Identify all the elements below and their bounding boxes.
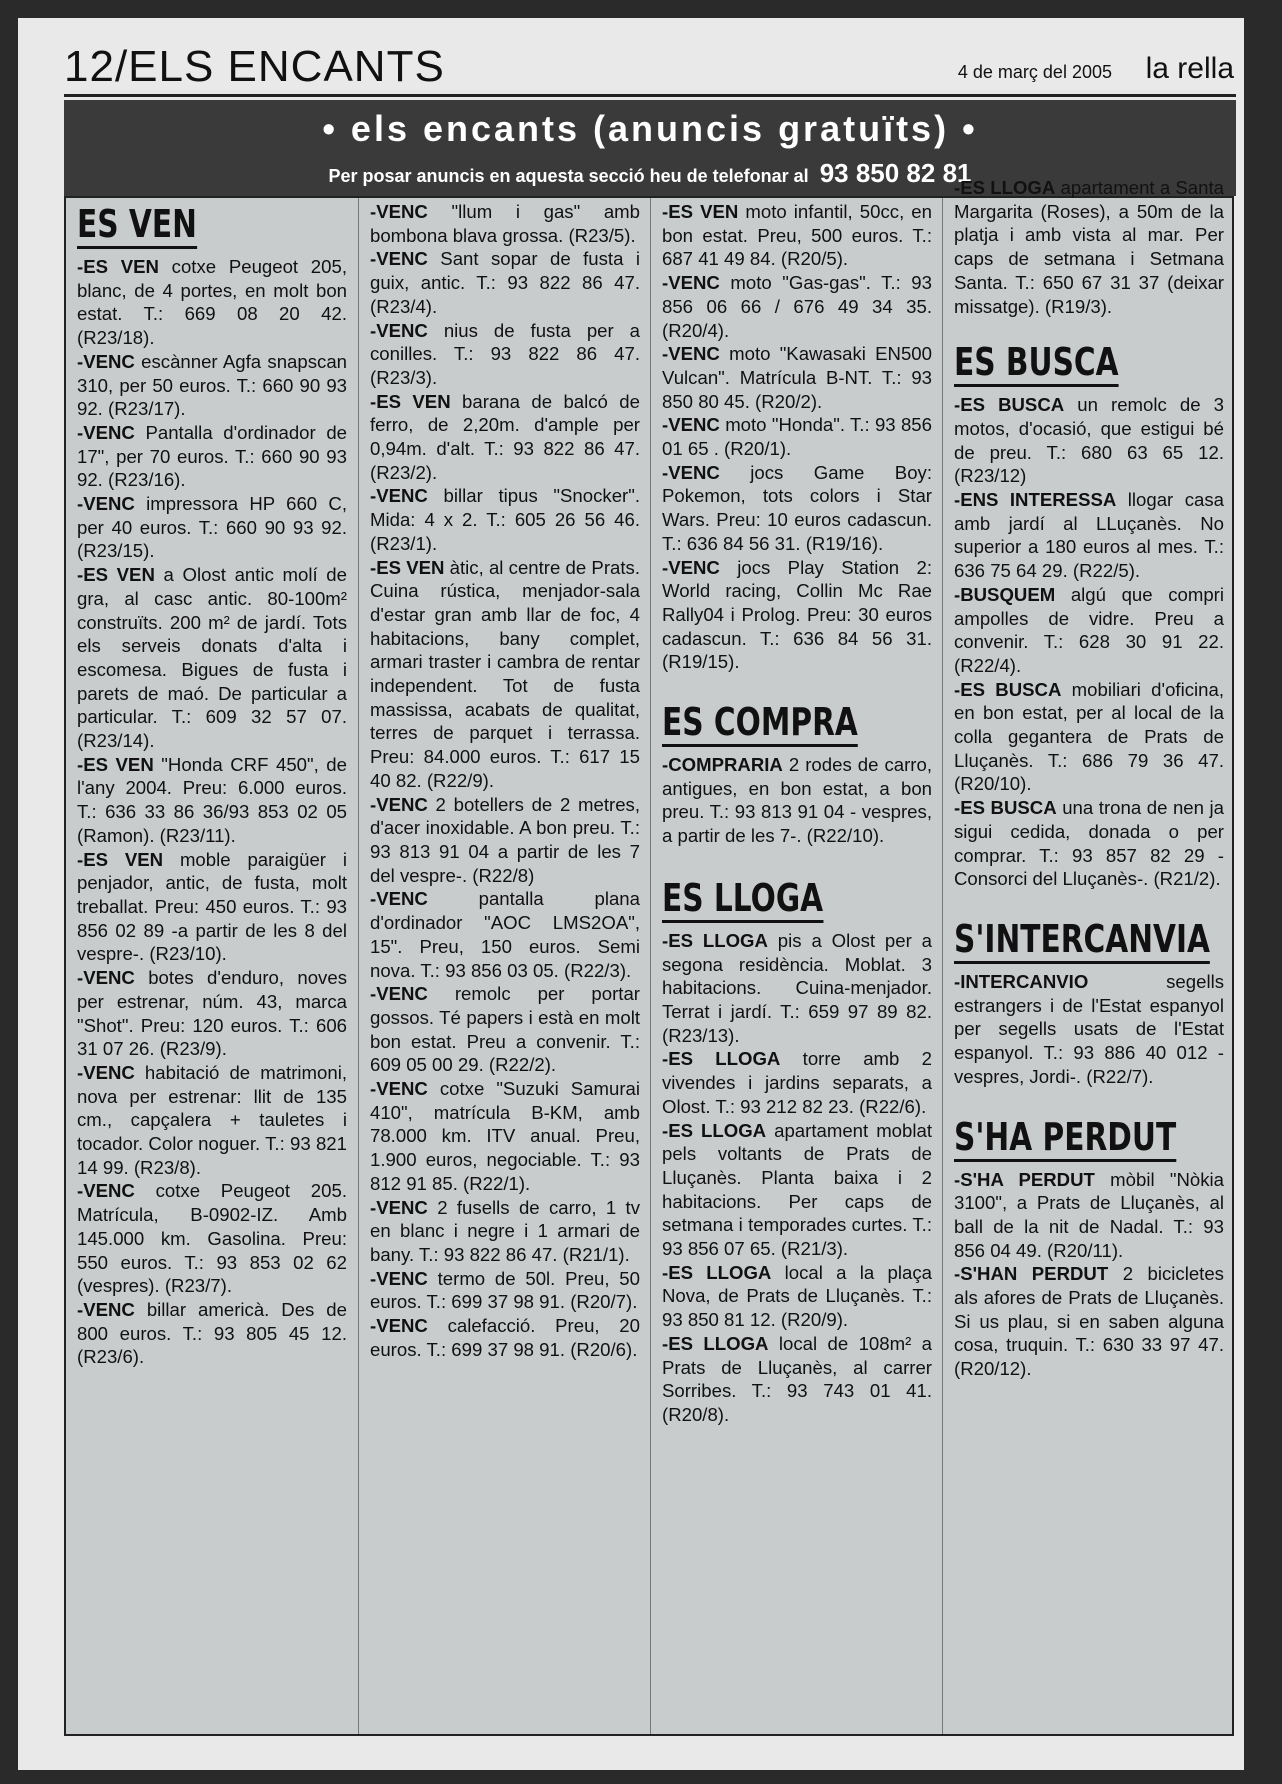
ad-text: remolc per portar gossos. Té papers i està en molt bon estat. Preu a convenir. T.: 609 05 00 29. (R22/2). [370,983,640,1076]
heading-es-compra: ES COMPRA [662,700,858,747]
ad-text: "llum i gas" amb bombona blava grossa. (R23/5). [370,201,640,246]
ad [370,793,640,888]
ad-keyword: -VENC [370,485,428,507]
ad-keyword: -VENC [370,201,428,222]
ad-keyword: -VENC [77,1298,135,1320]
ad [77,966,347,1061]
ad-keyword: -S'HA PERDUT [954,1168,1095,1190]
column-3 [650,198,942,1734]
ad-keyword: -ES LLOGA [662,929,768,951]
paper-name: la rella [1145,52,1234,85]
ad [662,556,932,675]
ad [662,413,932,460]
ad-text: a Olost antic molí de gra, al casc antic. 80-100m² construïts. 200 m² de jardí. Tots els serveis donats d'alta i escomesa. Bigues de fusta i parets de maó. De particular a particular. T.: 609 32 57 07. (R23/14). [77,564,347,752]
ad [370,1267,640,1314]
ad-text: cotxe "Suzuki Samurai 410", matrícula B-KM, amb 78.000 km. ITV anual. Preu, 1.900 euros, negociable. T.: 93 812 91 85. (R22/1). [370,1078,640,1194]
ad-keyword: -S'HAN PERDUT [954,1263,1109,1285]
ad [370,1077,640,1196]
ad-text: "Honda CRF 450", de l'any 2004. Preu: 6.000 euros. T.: 636 33 86 36/93 853 02 05 (Ramon). (R23/11). [77,753,347,846]
ad-keyword: -VENC [77,350,135,372]
ad-keyword: -VENC [77,493,135,515]
ad-keyword: -ES BUSCA [954,797,1057,819]
ad-keyword: -ES LLOGA [954,177,1056,198]
ad-text: habitació de matrimoni, nova per estrenar: llit de 135 cm., capçalera + tauletes i tocador. Color noguer. T.: 93 821 14 99. (R23/8). [77,1061,347,1178]
ad [77,753,347,848]
ad-text: escànner Agfa snapscan 310, per 50 euros. T.: 660 90 93 92. (R23/17). [77,350,347,420]
ad-text: billar tipus "Snocker". Mida: 4 x 2. T.: 605 26 56 46. (R23/1). [370,485,640,554]
header-rule [64,94,1236,97]
ad [77,563,347,753]
ad-text: impressora HP 660 C, per 40 euros. T.: 660 90 93 92. (R23/15). [77,493,347,562]
ad-text: nius de fusta per a conilles. T.: 93 822 86 47. (R23/3). [370,319,640,388]
ad [77,848,347,967]
ad-text: mobiliari d'oficina, en bon estat, per al local de la colla gegantera de Prats de Lluçanès. T.: 686 79 36 47. (R20/10). [954,678,1224,795]
ad [370,247,640,318]
ad-text: apartament a Santa Margarita (Roses), a 50m de la platja i amb vista al mar. Per caps de setmana i Setmana Santa. T.: 650 67 31 37 (deixar missatge). (R19/3). [954,177,1224,317]
ad-keyword: -VENC [77,421,135,443]
ad-keyword: -VENC [662,461,720,483]
ad-keyword: -ES VEN [77,564,155,586]
ad-text: algú que compri ampolles de vidre. Preu a convenir. T.: 628 30 91 22. (R22/4). [954,583,1224,676]
ad-keyword: -ES VEN [77,753,154,775]
ad-keyword: -ES VEN [662,201,739,222]
heading-es-busca: ES BUSCA [954,340,1119,387]
ad [954,796,1224,891]
ad [77,255,347,350]
ad-keyword: -VENC [370,1267,428,1289]
ad-keyword: -VENC [77,967,135,989]
ad-keyword: -ES VEN [370,556,445,578]
ad [954,488,1224,583]
ad-keyword: -INTERCANVIO [954,970,1089,992]
ad-text: llogar casa amb jardí al LLuçanès. No superior a 180 euros al mes. T.: 636 75 64 29. (R22/5). [954,489,1224,582]
ad [77,1298,347,1369]
ad-text: moto "Kawasaki EN500 Vulcan". Matrícula B-NT. T.: 93 850 80 45. (R20/2). [662,343,932,412]
ad-text: torre amb 2 vivendes i jardins separats, a Olost. T.: 93 212 82 23. (R22/6). [662,1048,933,1117]
ad-keyword: -VENC [662,343,720,365]
ad [662,1047,932,1118]
ad [662,929,932,1048]
ad-keyword: -VENC [77,1180,135,1202]
heading-s-intercanvia: S'INTERCANVIA [954,917,1210,964]
ad-keyword: -VENC [370,983,428,1005]
section-title: 12/ELS ENCANTS [64,42,445,91]
ad [370,200,640,247]
ad-keyword: -VENC [370,888,428,910]
ad [662,1119,932,1261]
ad-keyword: -VENC [370,793,428,815]
ad-text: botes d'enduro, noves per estrenar, núm. 43, marca "Shot". Preu: 120 euros. T.: 606 31 07 26. (R23/9). [77,967,347,1060]
ad [370,556,640,793]
ad [662,271,932,342]
heading-es-lloga: ES LLOGA [662,876,823,923]
ad-text: moble paraigüer i penjador, antic, de fusta, molt treballat. Preu: 450 euros. T.: 93 856 02 89 -a partir de les 8 del vespre-. (R23/10). [77,848,347,965]
ad [370,982,640,1077]
ad-keyword: -ES VEN [370,390,451,412]
column-2 [358,198,650,1734]
ad-keyword: -VENC [77,1061,135,1083]
ad-text: segells estrangers i de l'Estat espanyol per segells usats de l'Estat espanyol. T.: 93 886 40 012 - vespres, Jordi-. (R22/7). [954,970,1224,1087]
ad [954,176,1224,318]
ad-keyword: -VENC [370,1315,428,1337]
ad-keyword: -BUSQUEM [954,583,1056,605]
ad [370,390,640,485]
column-4 [942,177,1234,1734]
ad-text: pis a Olost per a segona residència. Moblat. 3 habitacions. Cuina-menjador. Terrat i jardí. T.: 659 97 89 82. (R23/13). [662,929,932,1046]
ad-text: jocs Play Station 2: World racing, Collin Mc Rae Rally04 i Prolog. Preu: 30 euros cadascun. T.: 636 84 56 31. (R19/15). [662,556,932,673]
ad-text: cotxe Peugeot 205, blanc, de 4 portes, en molt bon estat. T.: 669 08 20 42. (R23/18). [77,256,347,349]
ad [662,1261,932,1332]
ad [954,678,1224,797]
heading-s-ha-perdut: S'HA PERDUT [954,1115,1176,1162]
ad-text: mòbil "Nòkia 3100", a Prats de Lluçanès, al ball de la nit de Nadal. T.: 93 856 04 49. (R20/11). [954,1168,1224,1261]
ad-text: local de 108m² a Prats de Lluçanès, al carrer Sorribes. T.: 93 743 01 41. (R20/8). [662,1332,932,1425]
classifieds-body [64,177,1234,1736]
ad-keyword: -ENS INTERESSA [954,489,1117,511]
ad-keyword: -VENC [370,1078,428,1100]
issue-date: 4 de març del 2005 [957,62,1112,82]
ad-text: apartament moblat pels voltants de Prats de Lluçanès. Planta baixa i 2 habitacions. Per caps de setmana i temporades curtes. T.: 93 856 07 65. (R21/3). [662,1119,933,1260]
ad [370,319,640,390]
ad [370,1314,640,1361]
ad-text: billar americà. Des de 800 euros. T.: 93 805 45 12. (R23/6). [77,1298,347,1368]
ad-text: barana de balcó de ferro, de 2,20m. d'ample per 0,94m. d'alt. T.: 93 822 86 47. (R23/2). [370,390,640,483]
ad-keyword: -VENC [370,248,428,270]
ad-text: cotxe Peugeot 205. Matrícula, B-0902-IZ. Amb 145.000 km. Gasolina. Preu: 550 euros. T.: 93 853 02 62 (vespres). (R23/7). [77,1180,347,1297]
ad [662,753,932,848]
ad-keyword: -VENC [662,556,720,578]
column-1 [66,198,357,1734]
ad-keyword: -VENC [370,319,428,341]
ad [77,492,347,563]
ad-text: Pantalla d'ordinador de 17", per 70 euros. T.: 660 90 93 92. (R23/16). [77,421,347,491]
ad [77,1061,347,1180]
ad-keyword: -ES LLOGA [662,1048,781,1070]
ad-keyword: -COMPRARIA [662,754,783,776]
ad-keyword: -VENC [370,1196,428,1218]
ad [954,393,1224,488]
banner-subtitle-text: Per posar anuncis en aquesta secció heu de telefonar al [328,166,809,186]
ad-text: una trona de nen ja sigui cedida, donada o per comprar. T.: 93 857 82 29 - Consorci del Lluçanès-. (R21/2). [954,797,1224,890]
newspaper-page [18,18,1244,1770]
ad-text: un remolc de 3 motos, d'ocasió, que estigui bé de preu. T.: 680 63 65 12. (R23/12) [954,394,1224,487]
ad-text: 2 rodes de carro, antigues, en bon estat, a bon preu. T.: 93 813 91 04 - vespres, a partir de les 7-. (R22/10). [662,754,932,847]
ad [662,461,932,556]
ad [77,421,347,492]
ad [77,350,347,421]
ad [954,1168,1224,1263]
ad-text: 2 botellers de 2 metres, d'acer inoxidable. A bon preu. T.: 93 813 91 04 a partir de les 7 del vespre-. (R22/8) [370,793,640,886]
ad [370,887,640,982]
ad-keyword: -VENC [662,414,720,436]
ad-text: 2 fusells de carro, 1 tv en blanc i negre i 1 armari de bany. T.: 93 822 86 47. (R21/1). [370,1196,640,1265]
banner-phone: 93 850 82 81 [819,158,972,188]
ad-keyword: -ES VEN [77,848,164,870]
ad [370,1196,640,1267]
ad-text: àtic, al centre de Prats. Cuina rústica, menjador-sala d'estar gran amb llar de foc, 4 habitacions, bany complet, armari traster i cambra de rentar independent. Tot de fusta massissa, acabats de qualitat, terres de parquet i terrassa. Preu: 84.000 euros. T.: 617 15 40 82. (R22/9). [370,556,640,791]
ad-text: Sant sopar de fusta i guix, antic. T.: 93 822 86 47. (R23/4). [370,248,640,317]
ad-keyword: -ES BUSCA [954,394,1065,416]
ad [954,583,1224,678]
ad-keyword: -ES BUSCA [954,678,1062,700]
ad-text: pantalla plana d'ordinador "AOC LMS2OA", 15". Preu, 150 euros. Semi nova. T.: 93 856 03 05. (R22/3). [370,888,640,981]
ad-text: jocs Game Boy: Pokemon, tots colors i Star Wars. Preu: 10 euros cadascun. T.: 636 84 56 31. (R19/16). [662,461,932,554]
ad-text: termo de 50l. Preu, 50 euros. T.: 699 37 98 91. (R20/7). [370,1267,640,1313]
ad [77,1179,347,1298]
ad [954,1262,1224,1381]
page-header [64,42,1234,96]
ad-keyword: -ES LLOGA [662,1332,769,1354]
ad-text: calefacció. Preu, 20 euros. T.: 699 37 98 91. (R20/6). [370,1315,640,1360]
ad [662,342,932,413]
ad-keyword: -ES LLOGA [662,1119,767,1141]
banner-title: • els encants (anuncis gratuïts) • [322,108,978,149]
ad [370,484,640,555]
ad-keyword: -ES LLOGA [662,1261,772,1283]
ad-text: moto "Honda". T.: 93 856 01 65 . (R20/1). [662,414,932,460]
ad-keyword: -ES VEN [77,256,159,277]
ad [954,970,1224,1089]
ad-text: moto "Gas-gas". T.: 93 856 06 66 / 676 49 34 35. (R20/4). [662,272,932,341]
ad-text: moto infantil, 50cc, en bon estat. Preu, 500 euros. T.: 687 41 49 84. (R20/5). [662,201,932,270]
ad-keyword: -VENC [662,272,720,294]
ad-text: 2 bicicletes als afores de Prats de Lluçanès. Si us plau, si en saben alguna cosa, truquin. T.: 630 33 97 47. (R20/12). [954,1263,1224,1380]
ad [662,200,932,271]
ad [662,1332,932,1427]
ad-text: local a la plaça Nova, de Prats de Lluçanès. T.: 93 850 81 12. (R20/9). [662,1261,933,1331]
heading-es-ven: ES VEN [77,202,197,249]
